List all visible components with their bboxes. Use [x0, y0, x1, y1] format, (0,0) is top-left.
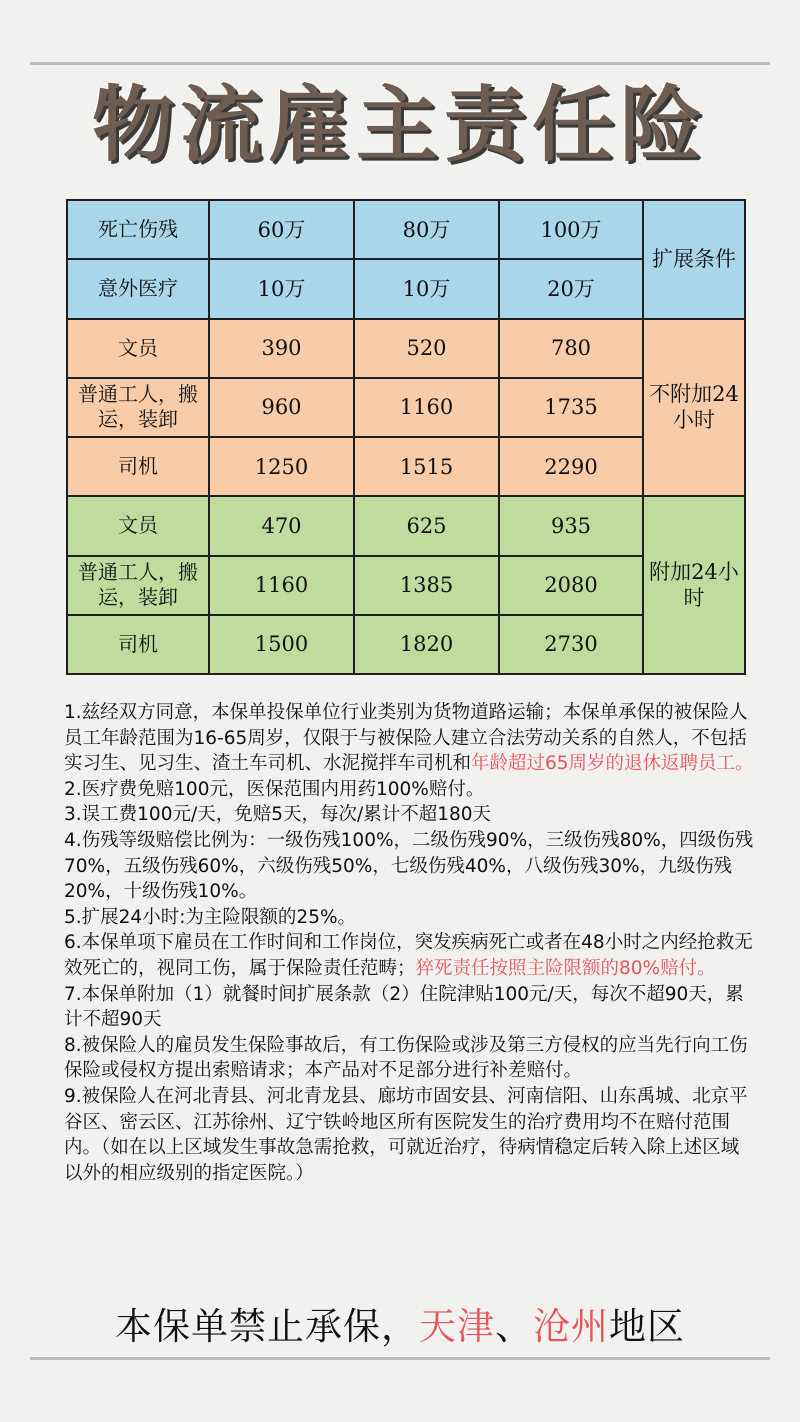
notice-suffix: 地区: [609, 1305, 685, 1348]
table-cell: 390: [209, 319, 354, 378]
top-divider: [30, 62, 770, 65]
row-label: 文员: [67, 319, 209, 378]
rule-6: [64, 930, 754, 981]
rule-highlight: 猝死责任按照主险限额的80%赔付。: [415, 957, 716, 979]
policy-rules: [64, 700, 754, 1186]
table-cell: 2730: [499, 615, 643, 674]
row-label: 司机: [67, 615, 209, 674]
rule-8: 8.被保险人的雇员发生保险事故后，有工伤保险或涉及第三方侵权的应当先行向工伤保险或侵权方提出索赔请求；本产品对不足部分进行补差赔付。: [64, 1034, 748, 1082]
table-cell: 1515: [354, 437, 499, 496]
rule-3: 3.误工费100元/天，免赔5天，每次/累计不超180天: [64, 804, 492, 826]
table-cell: 780: [499, 319, 643, 378]
table-cell: 935: [499, 496, 643, 555]
table-row: [67, 319, 745, 378]
page-title: 物流雇主责任险: [91, 77, 708, 173]
notice-prefix: 本保单禁止承保，: [115, 1305, 419, 1348]
table-row: [67, 200, 745, 259]
notice-separator: 、: [495, 1305, 533, 1348]
rule-1: [64, 700, 754, 777]
table-cell: 10万: [354, 259, 499, 318]
rule-4: 4.伤残等级赔偿比例为：一级伤残100%，二级伤残90%，三级伤残80%，四级伤残70%，五级伤残60%，六级伤残50%，七级伤残40%，八级伤残30%，九级伤残20%，十级伤残10%。: [64, 829, 754, 903]
row-label: 普通工人，搬运，装卸: [67, 556, 209, 615]
rule-2: 2.医疗费免赔100元，医保范围内用药100%赔付。: [64, 778, 485, 800]
row-label: 普通工人，搬运，装卸: [67, 378, 209, 437]
rule-7: 7.本保单附加（1）就餐时间扩展条款（2）住院津贴100元/天，每次不超90天，累计不超90天: [64, 983, 744, 1031]
table-row: [67, 496, 745, 555]
rule-highlight: 年龄超过65周岁的退休返聘员工。: [471, 753, 754, 775]
rule-text: 1.兹经双方同意，本保单投保单位行业类别为货物道路运输；本保单承保的被保险人员工年龄范围为16-65周岁，仅限于与被保险人建立合法劳动关系的自然人，不包括实习生、见习生、渣土车司机、水泥搅拌车司机和: [64, 702, 748, 775]
row-label: 死亡伤残: [67, 200, 209, 259]
rule-9: 9.被保险人在河北青县、河北青龙县、廊坊市固安县、河南信阳、山东禹城、北京平谷区、密云区、江苏徐州、辽宁铁岭地区所有医院发生的治疗费用均不在赔付范围内。（如在以上区域发生事故急需抢救，可就近治疗，待病情稳定后转入除上述区域以外的相应级别的指定医院。）: [64, 1085, 748, 1184]
table-cell: 80万: [354, 200, 499, 259]
row-label: 文员: [67, 496, 209, 555]
row-label: 意外医疗: [67, 259, 209, 318]
side-label-extension: 扩展条件: [643, 200, 745, 319]
table-cell: 60万: [209, 200, 354, 259]
table-cell: 1250: [209, 437, 354, 496]
side-label-no-24h: 不附加24小时: [643, 319, 745, 497]
table-cell: 960: [209, 378, 354, 437]
rule-5: 5.扩展24小时:为主险限额的25%。: [64, 906, 357, 928]
row-label: 司机: [67, 437, 209, 496]
table-cell: 520: [354, 319, 499, 378]
table-cell: 2290: [499, 437, 643, 496]
table-cell: 625: [354, 496, 499, 555]
excluded-regions-notice: [0, 1296, 800, 1350]
table-cell: 1820: [354, 615, 499, 674]
table-cell: 100万: [499, 200, 643, 259]
table-cell: 1160: [209, 556, 354, 615]
table-cell: 1160: [354, 378, 499, 437]
bottom-divider: [30, 1357, 770, 1360]
table-cell: 2080: [499, 556, 643, 615]
table-cell: 10万: [209, 259, 354, 318]
side-label-with-24h: 附加24小时: [643, 496, 745, 674]
table-cell: 1500: [209, 615, 354, 674]
table-cell: 1735: [499, 378, 643, 437]
region-tianjin: 天津: [419, 1305, 495, 1348]
table-cell: 20万: [499, 259, 643, 318]
region-cangzhou: 沧州: [533, 1305, 609, 1348]
premium-table: [66, 199, 746, 675]
rule-text: 6.本保单项下雇员在工作时间和工作岗位，突发疾病死亡或者在48小时之内经抢救无效死亡的，视同工伤，属于保险责任范畴；: [64, 932, 753, 979]
table-cell: 470: [209, 496, 354, 555]
table-cell: 1385: [354, 556, 499, 615]
